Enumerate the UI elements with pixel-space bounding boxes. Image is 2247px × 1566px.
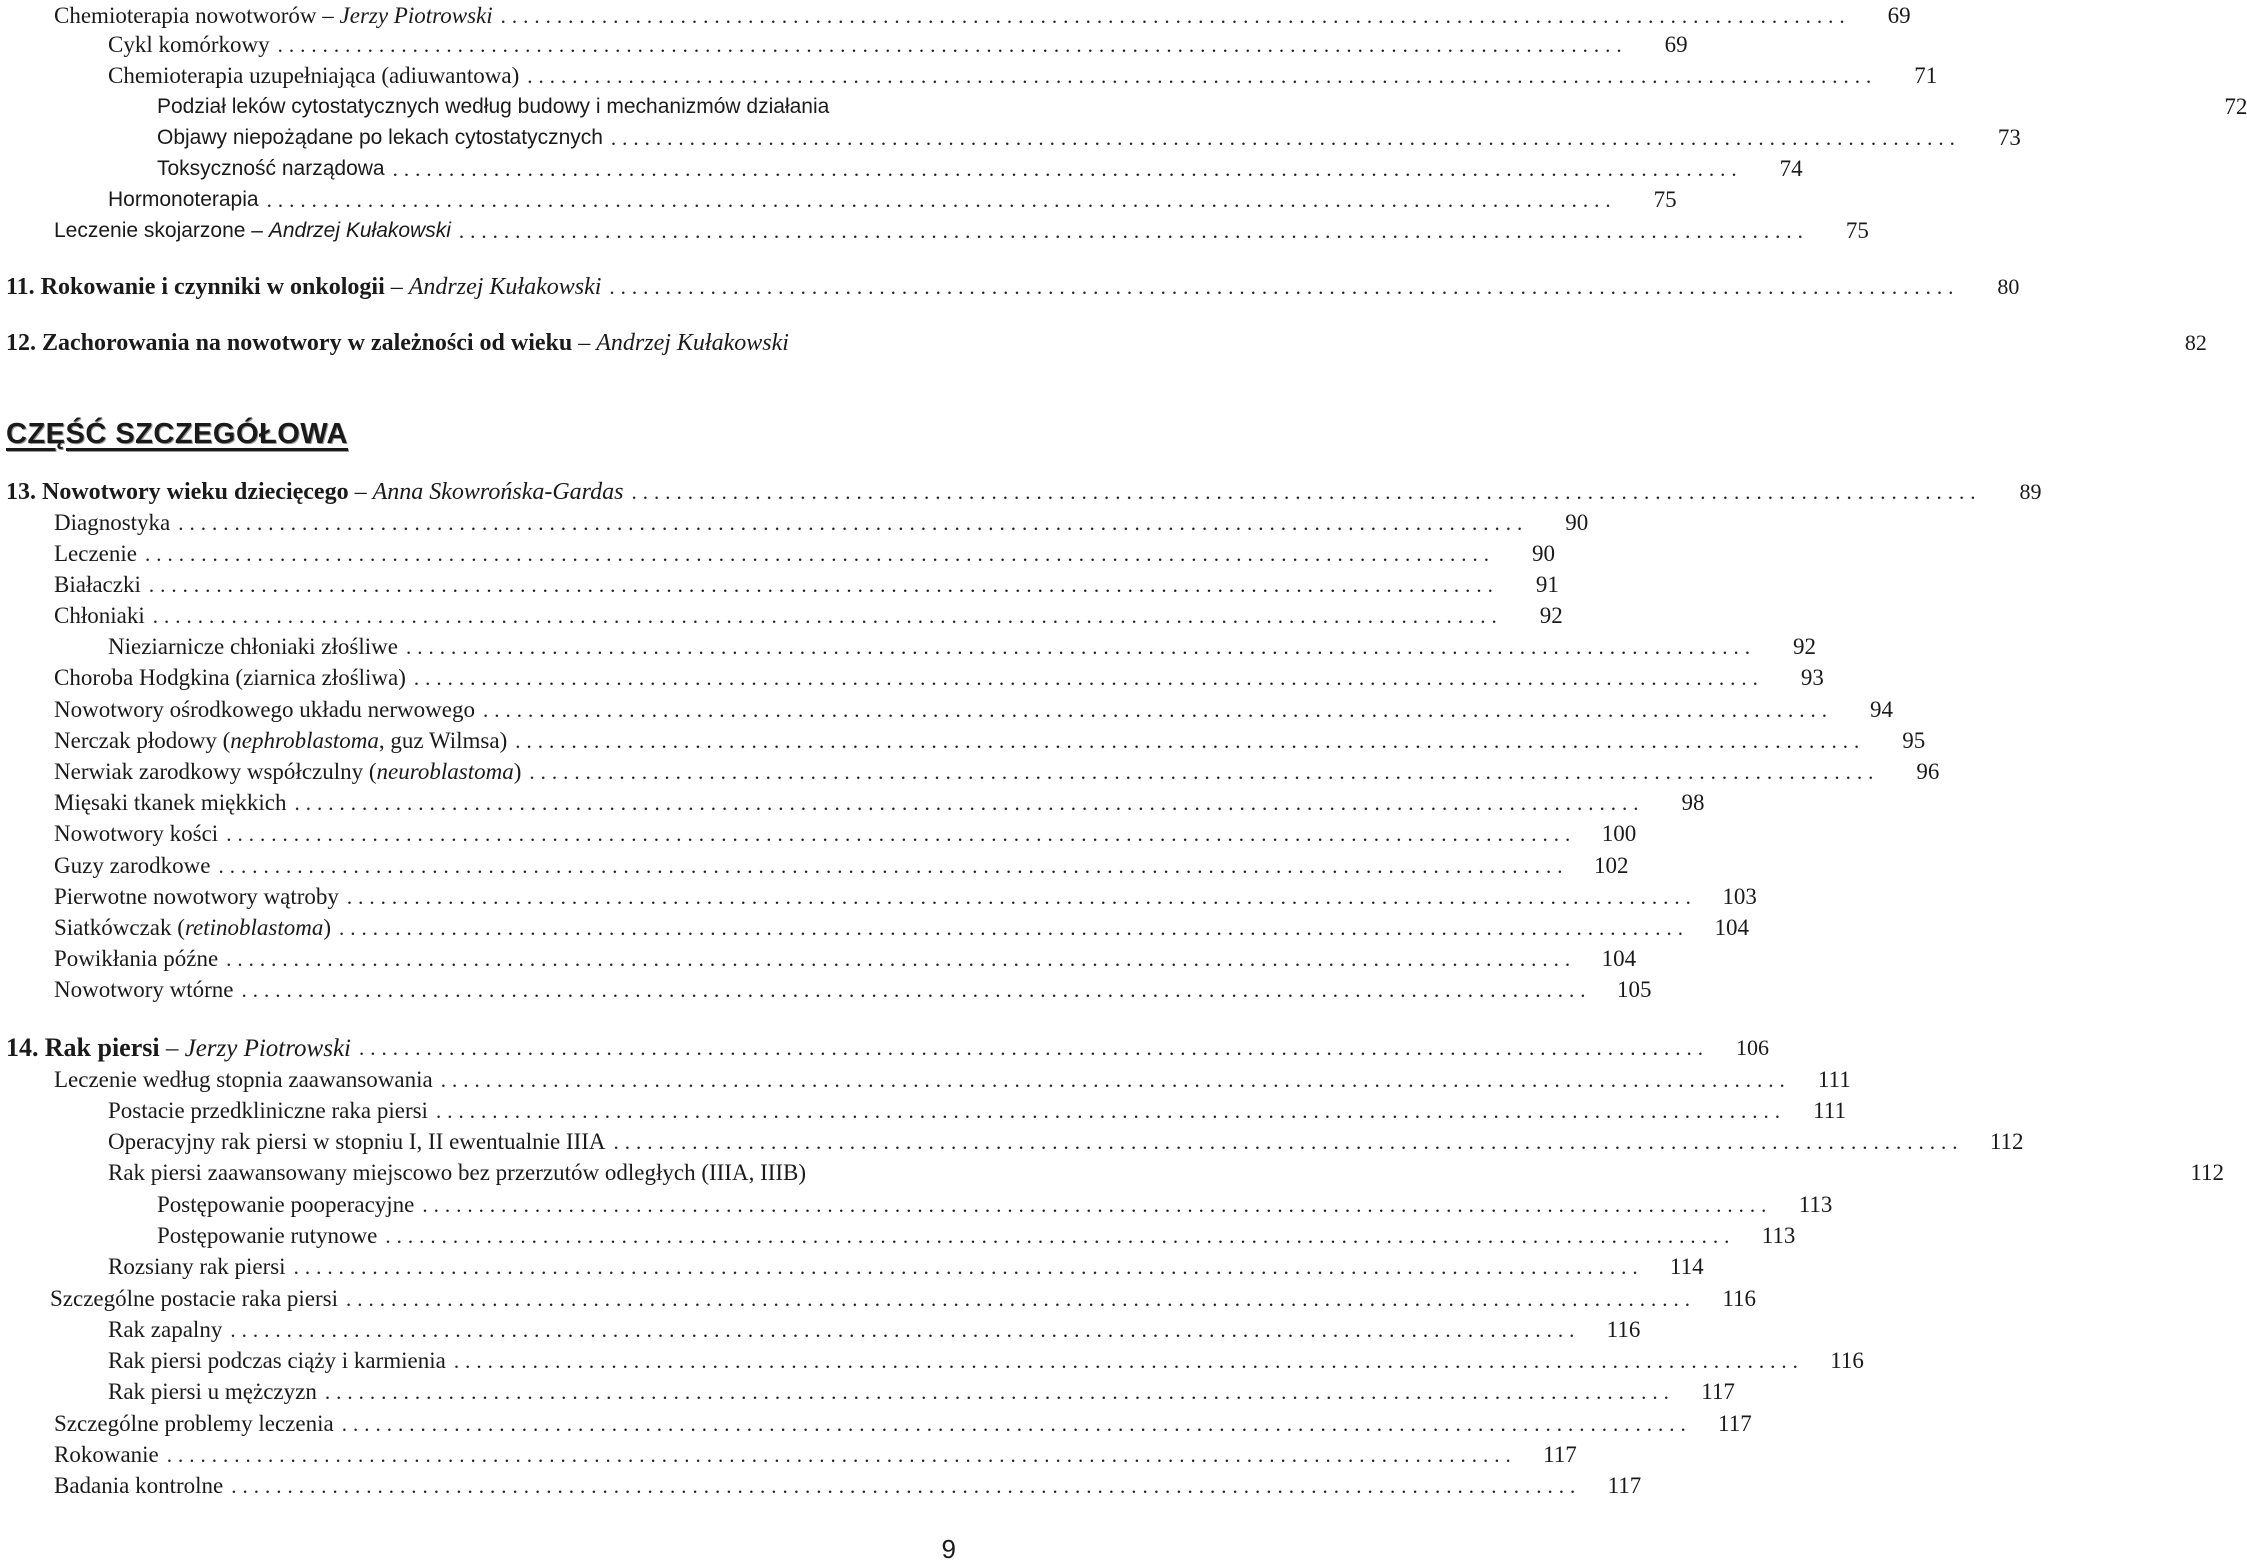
- dot-leader: ........................................................................................................................: [482, 698, 1833, 722]
- dot-leader: ........................................................................................................................: [277, 33, 1628, 57]
- toc-entry-title: Podział leków cytostatycznych według budowy i mechanizmów działania: [157, 95, 830, 118]
- dot-leader: ........................................................................................................................: [392, 157, 1743, 181]
- toc-row: [0, 943, 1637, 975]
- toc-entry-title: Leczenie: [54, 541, 137, 566]
- toc-entry-page: 74: [1779, 156, 1803, 181]
- toc-entry-page: 69: [1664, 32, 1688, 57]
- toc-entry-page: 116: [1722, 1286, 1757, 1311]
- toc-entry-title: Chłoniaki: [54, 603, 145, 628]
- toc-entry-title: Rozsiany rak piersi: [108, 1254, 286, 1279]
- dot-leader: ........................................................................................................................: [152, 604, 1503, 628]
- toc-entry-title: Leczenie według stopnia zaawansowania: [54, 1067, 433, 1092]
- toc-row: [0, 662, 1824, 694]
- toc-entry-title: Pierwotne nowotwory wątroby: [54, 884, 339, 909]
- toc-entry-title: Operacyjny rak piersi w stopniu I, II ewentualnie IIIA: [108, 1129, 606, 1154]
- toc-row: [0, 1157, 2225, 1189]
- toc-entry-title: Objawy niepożądane po lekach cytostatycznych: [157, 126, 603, 149]
- toc-entry-title: Nowotwory kości: [54, 821, 219, 846]
- toc-entry-page: 117: [1543, 1442, 1577, 1467]
- toc-row: [0, 1095, 1846, 1127]
- toc-row: [0, 818, 1637, 850]
- dot-leader: ........................................................................................................................: [631, 480, 1982, 504]
- dot-leader: ........................................................................................................................: [515, 729, 1866, 753]
- toc-row: [0, 184, 1677, 216]
- toc-entry-title: Leczenie skojarzone – Andrzej Kułakowski: [54, 219, 451, 242]
- toc-row: [0, 1345, 1864, 1377]
- toc-row: [0, 600, 1563, 632]
- dot-leader: ........................................................................................................................: [527, 64, 1878, 88]
- dot-leader: ........................................................................................................................: [413, 666, 1764, 690]
- toc-entry-title: Choroba Hodgkina (ziarnica złośliwa): [54, 665, 406, 690]
- chapter-page: 82: [2184, 330, 2207, 355]
- toc-entry-page: 112: [2190, 1160, 2225, 1185]
- toc-entry-page: 90: [1531, 541, 1555, 566]
- toc-entry-page: 69: [1887, 3, 1911, 28]
- toc-entry-title: Chemioterapia uzupełniająca (adiuwantowa): [108, 63, 520, 88]
- toc-row: [0, 1064, 1851, 1096]
- toc-entry-page: 116: [1606, 1317, 1641, 1342]
- toc-entry-page: 117: [1701, 1379, 1735, 1404]
- toc-entry-page: 96: [1916, 759, 1940, 784]
- dot-leader: ........................................................................................................................: [144, 542, 1495, 566]
- toc-entry-page: 100: [1601, 821, 1637, 846]
- toc-entry-page: 113: [1798, 1192, 1833, 1217]
- toc-entry-title: Rokowanie: [54, 1442, 159, 1467]
- chapter-row: [0, 1032, 1769, 1064]
- dot-leader: ........................................................................................................................: [435, 1099, 1786, 1123]
- toc-entry-page: 114: [1669, 1254, 1704, 1279]
- dot-leader: ........................................................................................................................: [346, 1287, 1697, 1311]
- chapter-title: 12. Zachorowania na nowotwory w zależności od wieku – Andrzej Kułakowski: [6, 330, 789, 356]
- toc-row: [0, 1470, 1642, 1502]
- toc-entry-page: 111: [1817, 1067, 1851, 1092]
- toc-entry-title: Siatkówczak (retinoblastoma): [54, 915, 332, 940]
- toc-row: [0, 974, 1652, 1006]
- toc-entry-page: 75: [1653, 187, 1677, 212]
- dot-leader: ........................................................................................................................: [266, 188, 1617, 212]
- toc-row: [0, 881, 1757, 913]
- toc-entry-page: 116: [1830, 1348, 1864, 1373]
- toc-entry-page: 93: [1800, 665, 1824, 690]
- dot-leader: ........................................................................................................................: [500, 4, 1851, 28]
- toc-row: [0, 1283, 1757, 1315]
- chapter-row: [0, 271, 2020, 303]
- toc-row: [0, 0, 1911, 32]
- dot-leader: ........................................................................................................................: [231, 1474, 1582, 1498]
- dot-leader: ........................................................................................................................: [148, 573, 1499, 597]
- toc-entry-title: Rak zapalny: [108, 1317, 223, 1342]
- dot-leader: ........................................................................................................................: [341, 1412, 1692, 1436]
- toc-entry-title: Guzy zarodkowe: [54, 853, 211, 878]
- toc-entry-title: Badania kontrolne: [54, 1473, 224, 1498]
- toc-row: [0, 1220, 1796, 1252]
- dot-leader: ........................................................................................................................: [385, 1224, 1736, 1248]
- toc-entry-page: 105: [1617, 977, 1652, 1002]
- toc-entry-page: 117: [1607, 1473, 1642, 1498]
- toc-row: [0, 725, 1926, 757]
- dot-leader: ........................................................................................................................: [440, 1068, 1791, 1092]
- toc-entry-page: 104: [1601, 946, 1637, 971]
- toc-row: [0, 29, 1688, 61]
- toc-row: [0, 694, 1893, 726]
- dot-leader: ........................................................................................................................: [339, 916, 1690, 940]
- toc-entry-page: 103: [1722, 884, 1757, 909]
- toc-entry-page: 94: [1869, 697, 1893, 722]
- toc-entry-page: 102: [1593, 853, 1629, 878]
- toc-entry-title: Postępowanie pooperacyjne: [157, 1192, 415, 1217]
- toc-entry-page: 73: [1997, 125, 2021, 150]
- toc-entry-page: 98: [1681, 790, 1705, 815]
- toc-entry-title: Powikłania późne: [54, 946, 219, 971]
- toc-entry-title: Białaczki: [54, 572, 141, 597]
- toc-entry-title: Nieziarnicze chłoniaki złośliwe: [108, 634, 398, 659]
- toc-entry-title: Rak piersi u mężczyzn: [108, 1379, 317, 1404]
- dot-leader: ........................................................................................................................: [294, 791, 1645, 815]
- dot-leader: ........................................................................................................................: [359, 1036, 1709, 1060]
- toc-entry-page: 91: [1535, 572, 1559, 597]
- chapter-title: 13. Nowotwory wieku dziecięcego – Anna Skowrońska-Gardas: [6, 479, 624, 505]
- chapter-page: 80: [1997, 274, 2020, 299]
- dot-leader: ........................................................................................................................: [226, 822, 1577, 846]
- toc-row: [0, 215, 1869, 247]
- toc-entry-title: Postacie przedkliniczne raka piersi: [108, 1098, 428, 1123]
- toc-row: [0, 912, 1750, 944]
- chapter-title: 14. Rak piersi – Jerzy Piotrowski: [6, 1032, 351, 1062]
- dot-leader: ........................................................................................................................: [405, 635, 1756, 659]
- toc-row: [0, 122, 2021, 154]
- dot-leader: ........................................................................................................................: [422, 1193, 1773, 1217]
- dot-leader: ........................................................................................................................: [613, 1130, 1964, 1154]
- dot-leader: ........................................................................................................................: [453, 1349, 1804, 1373]
- toc-entry-title: Szczególne problemy leczenia: [54, 1411, 334, 1436]
- dot-leader: ........................................................................................................................: [293, 1255, 1644, 1279]
- toc-row: [0, 1189, 1833, 1221]
- toc-entry-title: Nowotwory ośrodkowego układu nerwowego: [54, 697, 475, 722]
- dot-leader: ........................................................................................................................: [346, 885, 1697, 909]
- toc-row: [0, 538, 1555, 570]
- section-heading: CZĘŚĆ SZCZEGÓŁOWA: [6, 418, 348, 450]
- toc-entry-page: 111: [1813, 1098, 1846, 1123]
- dot-leader: ........................................................................................................................: [166, 1443, 1517, 1467]
- toc-entry-page: 90: [1565, 510, 1589, 535]
- toc-row: [0, 850, 1629, 882]
- toc-row: [0, 1126, 2024, 1158]
- chapter-page: 89: [2019, 479, 2042, 504]
- chapter-row: [0, 476, 2042, 508]
- dot-leader: ........................................................................................................................: [458, 219, 1809, 243]
- toc-entry-page: 75: [1845, 218, 1869, 243]
- toc-entry-page: 112: [1989, 1129, 2024, 1154]
- toc-row: [0, 153, 1803, 185]
- toc-row: [0, 1314, 1641, 1346]
- dot-leader: ........................................................................................................................: [226, 947, 1577, 971]
- toc-row: [0, 569, 1559, 601]
- toc-entry-page: 113: [1761, 1223, 1796, 1248]
- toc-row: [0, 631, 1816, 663]
- toc-row: [0, 787, 1705, 819]
- dot-leader: ........................................................................................................................: [218, 854, 1569, 878]
- toc-entry-title: Diagnostyka: [54, 510, 171, 535]
- toc-entry-title: Hormonoterapia: [108, 188, 259, 211]
- toc-entry-page: 72: [2224, 94, 2247, 119]
- toc-entry-title: Rak piersi zaawansowany miejscowo bez przerzutów odległych (IIIA, IIIB): [108, 1160, 807, 1185]
- toc-entry-title: Nowotwory wtórne: [54, 977, 234, 1002]
- toc-row: [0, 756, 1940, 788]
- page-number: 9: [941, 1534, 956, 1564]
- toc-entry-title: Postępowanie rutynowe: [157, 1223, 378, 1248]
- toc-entry-page: 92: [1792, 634, 1816, 659]
- toc-row: [0, 1251, 1704, 1283]
- toc-entry-page: 117: [1718, 1411, 1752, 1436]
- toc-entry-title: Chemioterapia nowotworów – Jerzy Piotrowski: [54, 3, 493, 28]
- toc-entry-title: Cykl komórkowy: [108, 32, 270, 57]
- dot-leader: ........................................................................................................................: [324, 1380, 1675, 1404]
- toc-row: [0, 1408, 1752, 1440]
- toc-entry-page: 95: [1902, 728, 1926, 753]
- dot-leader: ........................................................................................................................: [609, 275, 1960, 299]
- toc-row: [0, 60, 1938, 92]
- toc-row: [0, 507, 1589, 539]
- toc-entry-title: Mięsaki tkanek miękkich: [54, 790, 287, 815]
- dot-leader: ........................................................................................................................: [230, 1318, 1581, 1342]
- toc-entry-page: 104: [1714, 915, 1750, 940]
- dot-leader: ........................................................................................................................: [610, 126, 1961, 150]
- dot-leader: ........................................................................................................................: [241, 978, 1592, 1002]
- dot-leader: ........................................................................................................................: [178, 511, 1529, 535]
- toc-row: [0, 91, 2247, 123]
- toc-entry-title: Nerwiak zarodkowy współczulny (neuroblastoma): [54, 759, 522, 784]
- toc-entry-title: Toksyczność narządowa: [157, 157, 385, 180]
- dot-leader: ........................................................................................................................: [529, 760, 1880, 784]
- toc-entry-page: 92: [1539, 603, 1563, 628]
- toc-entry-title: Rak piersi podczas ciąży i karmienia: [108, 1348, 446, 1373]
- chapter-title: 11. Rokowanie i czynniki w onkologii – Andrzej Kułakowski: [6, 274, 602, 300]
- chapter-page: 106: [1736, 1035, 1769, 1060]
- toc-entry-title: Nerczak płodowy (nephroblastoma, guz Wilmsa): [54, 728, 508, 753]
- toc-entry-page: 71: [1914, 63, 1938, 88]
- toc-row: [0, 1376, 1735, 1408]
- chapter-row: [0, 327, 2207, 359]
- toc-entry-title: Szczególne postacie raka piersi: [50, 1286, 339, 1311]
- toc-row: [0, 1439, 1577, 1471]
